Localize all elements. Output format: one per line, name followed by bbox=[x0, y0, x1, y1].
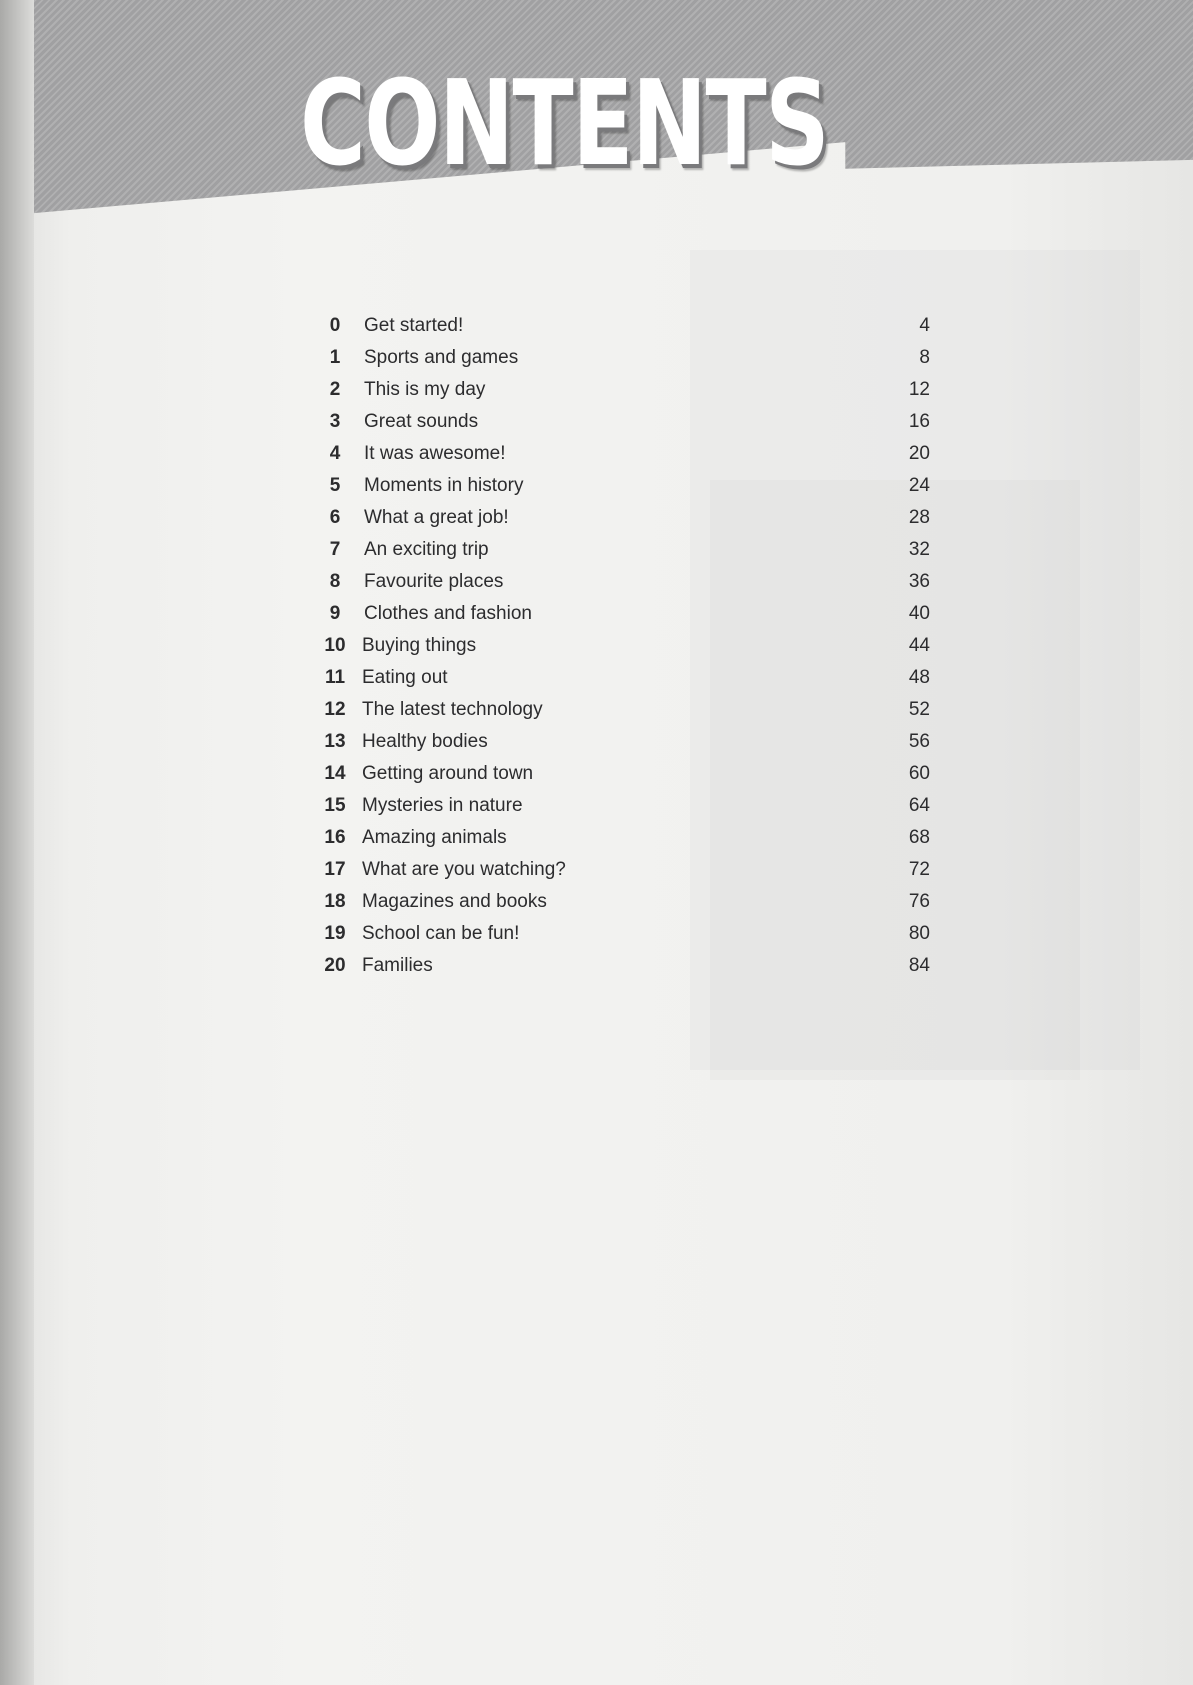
toc-row[interactable] bbox=[320, 758, 930, 790]
page-number: 12 bbox=[908, 379, 930, 400]
unit-number: 17 bbox=[324, 859, 346, 880]
page-number: 76 bbox=[908, 891, 930, 912]
toc-row[interactable] bbox=[320, 726, 930, 758]
unit-title: What a great job! bbox=[364, 507, 509, 528]
toc-row[interactable] bbox=[320, 822, 930, 854]
unit-title: An exciting trip bbox=[364, 539, 489, 560]
page-number: 68 bbox=[908, 827, 930, 848]
toc-row[interactable] bbox=[320, 918, 930, 950]
toc-row[interactable] bbox=[320, 886, 930, 918]
unit-number: 14 bbox=[324, 763, 346, 784]
unit-title: Sports and games bbox=[364, 347, 519, 368]
toc-row[interactable] bbox=[320, 310, 930, 342]
page-number: 32 bbox=[908, 539, 930, 560]
unit-number: 8 bbox=[329, 571, 341, 592]
unit-number: 2 bbox=[329, 379, 341, 400]
unit-number: 13 bbox=[324, 731, 346, 752]
unit-title: Families bbox=[362, 955, 433, 976]
page-number: 40 bbox=[908, 603, 930, 624]
page-number: 56 bbox=[908, 731, 930, 752]
unit-title: What are you watching? bbox=[362, 859, 566, 880]
unit-title: Favourite places bbox=[364, 571, 504, 592]
page-number: 84 bbox=[908, 955, 930, 976]
toc-row[interactable] bbox=[320, 502, 930, 534]
unit-number: 11 bbox=[324, 667, 346, 688]
toc-row[interactable] bbox=[320, 694, 930, 726]
unit-title: Magazines and books bbox=[362, 891, 547, 912]
page-number: 52 bbox=[908, 699, 930, 720]
unit-title: It was awesome! bbox=[364, 443, 506, 464]
toc-row[interactable] bbox=[320, 662, 930, 694]
toc-row[interactable] bbox=[320, 854, 930, 886]
page-number: 16 bbox=[908, 411, 930, 432]
page-number: 80 bbox=[908, 923, 930, 944]
unit-number: 16 bbox=[324, 827, 346, 848]
unit-number: 20 bbox=[324, 955, 346, 976]
toc-row[interactable] bbox=[320, 630, 930, 662]
unit-number: 18 bbox=[324, 891, 346, 912]
page-number: 44 bbox=[908, 635, 930, 656]
toc-row[interactable] bbox=[320, 534, 930, 566]
unit-number: 5 bbox=[329, 475, 341, 496]
toc-row[interactable] bbox=[320, 470, 930, 502]
toc-row[interactable] bbox=[320, 342, 930, 374]
unit-title: Get started! bbox=[364, 315, 464, 336]
toc-row[interactable] bbox=[320, 438, 930, 470]
unit-title: Healthy bodies bbox=[362, 731, 488, 752]
unit-number: 12 bbox=[324, 699, 346, 720]
page-title: CONTENTS bbox=[300, 54, 829, 192]
page-number: 4 bbox=[919, 315, 930, 336]
unit-number: 6 bbox=[329, 507, 341, 528]
page-number: 36 bbox=[908, 571, 930, 592]
unit-number: 7 bbox=[329, 539, 341, 560]
unit-number: 10 bbox=[324, 635, 346, 656]
unit-number: 3 bbox=[329, 411, 341, 432]
page-number: 60 bbox=[908, 763, 930, 784]
toc-row[interactable] bbox=[320, 374, 930, 406]
unit-title: Getting around town bbox=[362, 763, 534, 784]
toc-row[interactable] bbox=[320, 790, 930, 822]
page-number: 48 bbox=[908, 667, 930, 688]
unit-title: Mysteries in nature bbox=[362, 795, 523, 816]
page-number: 8 bbox=[919, 347, 930, 368]
unit-title: Clothes and fashion bbox=[364, 603, 532, 624]
page-number: 72 bbox=[908, 859, 930, 880]
toc-row[interactable] bbox=[320, 598, 930, 630]
toc-row[interactable] bbox=[320, 406, 930, 438]
unit-number: 15 bbox=[324, 795, 346, 816]
page-number: 64 bbox=[908, 795, 930, 816]
unit-number: 4 bbox=[329, 443, 341, 464]
page-number: 24 bbox=[908, 475, 930, 496]
unit-title: Moments in history bbox=[364, 475, 524, 496]
unit-number: 1 bbox=[329, 347, 341, 368]
unit-title: Eating out bbox=[362, 667, 448, 688]
unit-number: 19 bbox=[324, 923, 346, 944]
unit-title: Great sounds bbox=[364, 411, 479, 432]
unit-number: 0 bbox=[329, 315, 341, 336]
unit-title: Buying things bbox=[362, 635, 477, 656]
page-number: 28 bbox=[908, 507, 930, 528]
toc-row[interactable] bbox=[320, 950, 930, 982]
toc-row[interactable] bbox=[320, 566, 930, 598]
unit-title: This is my day bbox=[364, 379, 486, 400]
unit-title: School can be fun! bbox=[362, 923, 520, 944]
page-number: 20 bbox=[908, 443, 930, 464]
unit-title: The latest technology bbox=[362, 699, 543, 720]
unit-number: 9 bbox=[329, 603, 341, 624]
unit-title: Amazing animals bbox=[362, 827, 507, 848]
